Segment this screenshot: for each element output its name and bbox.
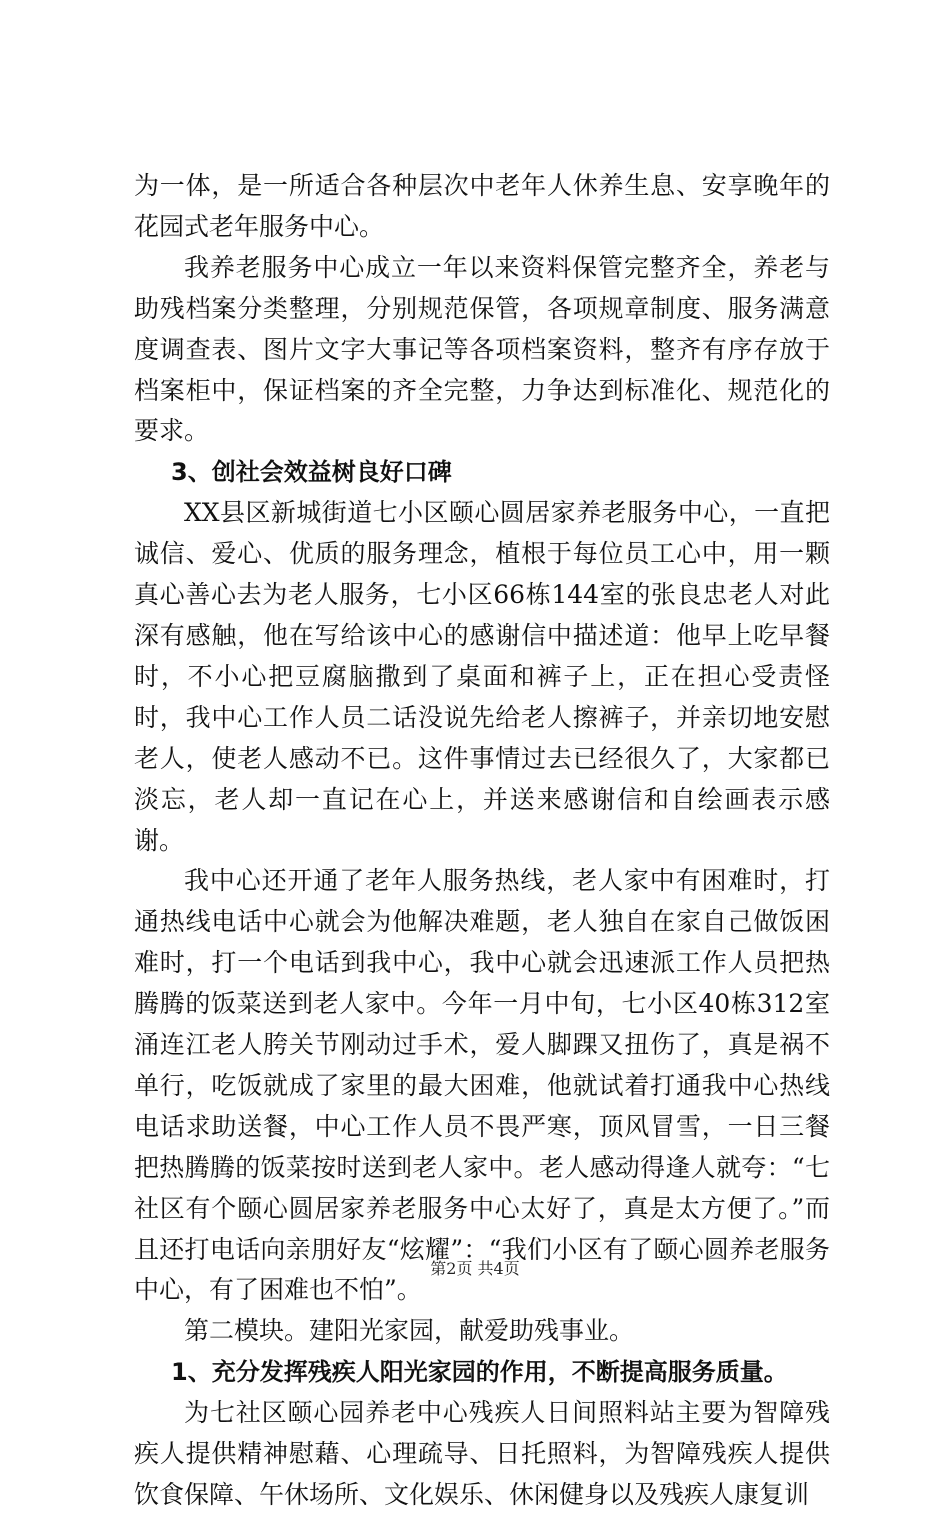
paragraph-hotline: 我中心还开通了老年人服务热线，老人家中有困难时，打通热线电话中心就会为他解决难题，老人独自在家自己做饭困难时，打一个电话到我中心，我中心就会迅速派工作人员把热腾腾的饭菜送到老人家中。今年一月中旬，七小区40栋312室涌连江老人胯关节刚动过手术，爱人脚踝又扭伤了，真是祸不单行，吃饭就成了家里的最大困难，他就试着打通我中心热线电话求助送餐，中心工作人员不畏严寒，顶风冒雪，一日三餐把热腾腾的饭菜按时送到老人家中。老人感动得逢人就夸：“七社区有个颐心圆居家养老服务中心太好了，真是太方便了。”而且还打电话向亲朋好友“炫耀”：“我们小区有了颐心圆养老服务中心，有了困难也不怕”。	[134, 866, 830, 1305]
paragraph-service-story: XX县区新城街道七小区颐心圆居家养老服务中心，一直把诚信、爱心、优质的服务理念，植根于每位员工心中，用一颗真心善心去为老人服务，七小区66栋144室的张良忠老人对此深有感触，他在写给该中心的感谢信中描述道：他早上吃早餐时，不小心把豆腐脑撒到了桌面和裤子上，正在担心受责怪时，我中心工作人员二话没说先给老人擦裤子，并亲切地安慰老人，使老人感动不已。这件事情过去已经很久了，大家都已淡忘，老人却一直记在心上，并送来感谢信和自绘画表示感谢。	[134, 498, 830, 855]
module-title-2: 第二模块。建阳光家园，献爱助残事业。	[184, 1316, 635, 1346]
section-heading-1: 1、充分发挥残疾人阳光家园的作用，不断提高服务质量。	[171, 1358, 788, 1387]
document-body	[134, 166, 830, 1516]
section-heading-3: 3、创社会效益树良好口碑	[171, 458, 452, 487]
paragraph-archives: 我养老服务中心成立一年以来资料保管完整齐全，养老与助残档案分类整理，分别规范保管，各项规章制度、服务满意度调查表、图片文字大事记等各项档案资料，整齐有序存放于档案柜中，保证档案的齐全完整，力争达到标准化、规范化的要求。	[134, 252, 830, 446]
paragraph-continued: 为一体，是一所适合各种层次中老年人休养生息、安享晚年的花园式老年服务中心。	[134, 171, 830, 241]
paragraph-day-care: 为七社区颐心园养老中心残疾人日间照料站主要为智障残疾人提供精神慰藉、心理疏导、日托照料，为智障残疾人提供饮食保障、午休场所、文化娱乐、休闲健身以及残疾人康复训	[134, 1398, 830, 1509]
page-number-footer: 第2页 共4页	[430, 1259, 520, 1278]
